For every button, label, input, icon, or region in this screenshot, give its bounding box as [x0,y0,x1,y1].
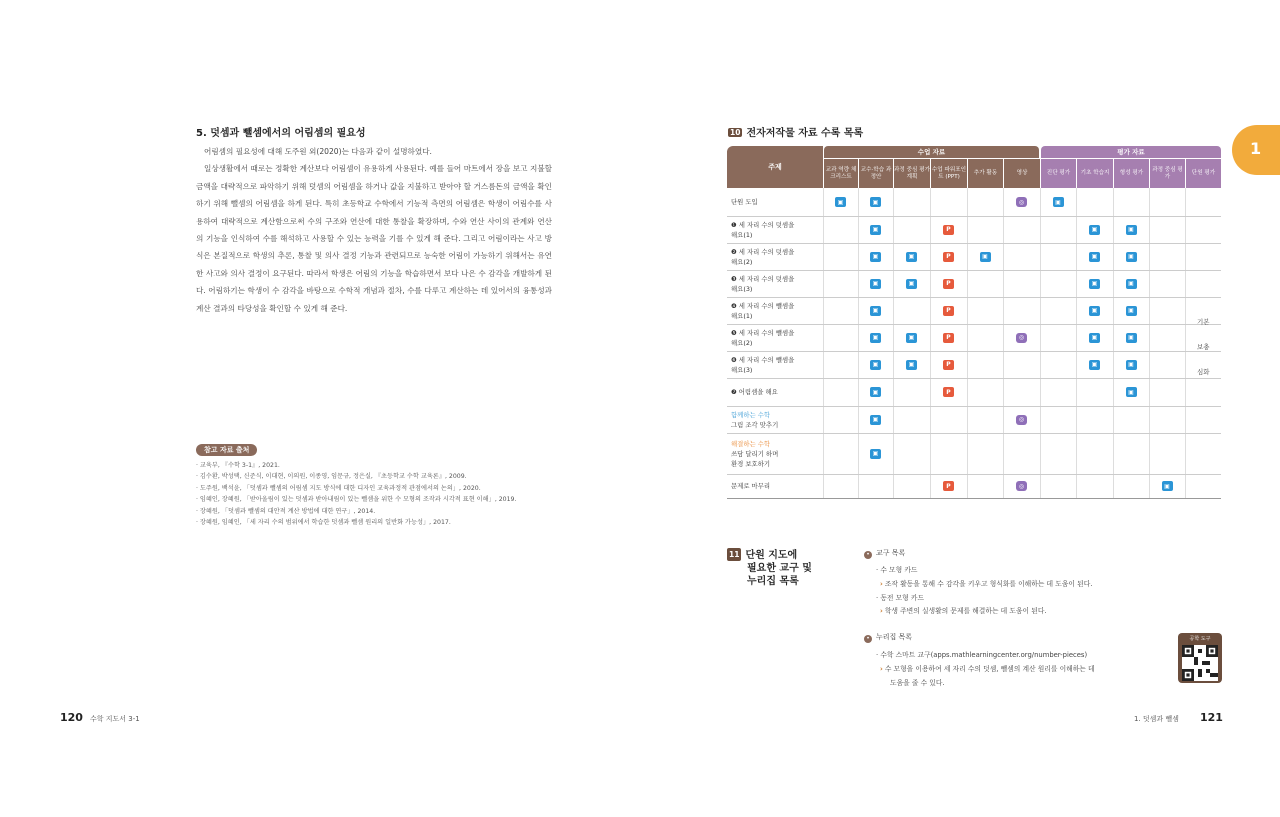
table-col-divider [1185,188,1186,498]
table-col-divider [823,188,824,498]
section11-title-line: 단원 지도에 [745,550,798,561]
table-row-label [731,243,821,270]
table-row-label-line: 해요(3) [731,365,753,374]
textbook-icon[interactable]: ▣ [1126,279,1137,289]
references-list [196,460,576,528]
table-row-label-line: ❺ 세 자리 수의 뺄셈을 [731,328,795,337]
section-number-badge: 11 [729,550,740,559]
section5-paragraph: 일상생활에서 때로는 정확한 계산보다 어림셈이 유용하게 사용된다. 예를 들어 마트에서 장을 보고 지불할 금액을 대략적으로 파악하기 위해 덧셈의 어림셈을 하거나 값을 지불하고 받아야 할 거스름돈의 금액을 확인하기 위해 뺄셈의 어림셈을 하게 된다. 특히 초등학교 수학에서 기능적 측면의 어림셈은 학생이 어림수를 사용하여 대략적으로 계산함으로써 수의 구조와 연산에 대한 통찰을 확장하며, 수와 연산 사이의 관계와 연산의 기능을 인식하여 수를 해석하고 사용할 수 있는 능력을 기를 수 있게 해 준다. 그리고 어림이라는 사고 방식은 본질적으로 학생의 추론, 통찰 및 의사 결정 기능과 관련되므로 능숙한 어림이 가능하기 위해서는 유연한 사고와 의사 결정이 요구된다. 따라서 학생은 어림의 기능을 학습하면서 보다 나은 수 감각을 개발하게 된다. 어림하기는 학생이 수 감각을 바탕으로 수학적 개념과 절차, 수를 다루고 계산하는 데 있어서의 융통성과 계산 결과의 타당성을 확인할 수 있게 해 준다. [196,164,552,313]
section5-title: 5. 덧셈과 뺄셈에서의 어림셈의 필요성 [196,128,366,139]
ppt-icon[interactable]: P [943,279,954,289]
tool-item: · 수 모형 카드 [876,566,918,574]
section5-paragraph: 어림셈의 필요성에 대해 도주원 외(2020)는 다음과 같이 설명하였다. [204,147,432,156]
table-row-label-line: 해요(1) [731,311,753,320]
table-col-divider [967,188,968,498]
bullet-icon: • [864,551,872,559]
section11-title-line: 누리집 목록 [747,576,799,587]
table-col-divider [858,188,859,498]
textbook-icon[interactable]: ▣ [1089,279,1100,289]
table-row-label-line: ❷ 세 자리 수의 덧셈을 [731,247,795,256]
textbook-icon[interactable]: ▣ [870,252,881,262]
textbook-icon[interactable]: ▣ [1126,225,1137,235]
table-col-divider [1113,188,1114,498]
textbook-icon[interactable]: ▣ [1089,306,1100,316]
table-row-label-line: 해요(1) [731,230,753,239]
table-side-label: 보충 [1197,343,1210,351]
table-row-label-line: ❻ 세 자리 수의 뺄셈을 [731,355,795,364]
reference-item: · 교육부, 『수학 3-1』, 2021. [196,462,280,469]
reference-item: · 장혜원, 「덧셈과 뺄셈의 대안적 계산 방법에 대한 연구」, 2014. [196,507,376,515]
tool-desc-text: 조작 활동을 통해 수 감각을 키우고 형식화를 이해하는 데 도움이 된다. [884,580,1093,588]
table-side-label: 심화 [1197,368,1210,376]
textbook-icon[interactable]: ▣ [1053,197,1064,207]
table-col-header: 추가 활동 [968,159,1003,188]
table-row-label [731,324,821,351]
table-header-subject: 주제 [727,146,823,188]
textbook-icon[interactable]: ▣ [906,279,917,289]
table-col-header: 교수·학습 과정안 [859,159,893,188]
ppt-icon[interactable]: P [943,306,954,316]
section11-title [727,548,812,588]
textbook-icon[interactable]: ▣ [980,252,991,262]
textbook-icon[interactable]: ▣ [1126,387,1137,397]
table-row-label [731,297,821,324]
table-group-class: 수업 자료 [824,146,1039,158]
web-desc-cont: 도움을 줄 수 있다. [890,679,945,687]
textbook-icon[interactable]: ▣ [1126,360,1137,370]
ppt-icon[interactable]: P [943,481,954,491]
textbook-icon[interactable]: ▣ [870,279,881,289]
qr-label: 공학 도구 [1189,636,1211,642]
table-row-label [731,378,821,406]
section11-title-line: 필요한 교구 및 [747,563,812,574]
table-row-label [731,474,821,498]
section10-title-text: 전자저작물 자료 수록 목록 [746,128,864,139]
table-row-label-line: 그림 조각 맞추기 [731,420,779,429]
table-row-label-line: ❹ 세 자리 수의 뺄셈을 [731,301,795,310]
table-row-label-line: ❸ 세 자리 수의 덧셈을 [731,274,795,283]
table-row-label [731,188,821,216]
table-row-divider [727,498,1221,499]
table-col-header: 과정 중심 평가 계획 [894,159,930,188]
table-side-label: 기본 [1197,318,1210,326]
table-row-label [731,406,821,433]
reference-item: · 임혜인, 장혜원, 「받아올림이 있는 덧셈과 받아내림이 있는 뺄셈을 위한 수 모형의 조작과 시각적 표현 이해」, 2019. [196,496,517,504]
table-row-label-line: 쓰담 달리기 하며 [731,449,779,458]
web-desc-text: 수 모형을 이용하여 세 자리 수의 덧셈, 뺄셈의 계산 원리를 이해하는 데 [884,665,1095,673]
web-header-text: 누리집 목록 [876,633,913,641]
ppt-icon[interactable]: P [943,387,954,397]
table-col-divider [1149,188,1150,498]
textbook-icon[interactable]: ▣ [870,333,881,343]
tool-desc [880,578,1092,588]
arrow-icon: › [880,607,883,615]
table-col-divider [1003,188,1004,498]
section-number-badge: 10 [730,128,741,137]
textbook-icon[interactable]: ▣ [870,225,881,235]
book-title-left: 수학 지도서 3-1 [90,715,140,723]
table-col-header: 진단 평가 [1041,159,1076,188]
page-number-left: 120 [60,711,83,724]
textbook-icon[interactable]: ▣ [870,197,881,207]
textbook-icon[interactable]: ▣ [870,360,881,370]
chapter-title-right: 1. 덧셈과 뺄셈 [1134,715,1179,723]
table-row-label [731,270,821,297]
textbook-icon[interactable]: ▣ [1089,252,1100,262]
table-col-divider [1040,188,1041,498]
arrow-icon: › [880,665,883,673]
table-col-header: 교과 역량 체크리스트 [824,159,858,188]
textbook-icon[interactable]: ▣ [1162,481,1173,491]
textbook-icon[interactable]: ▣ [870,306,881,316]
table-col-header: 단원 평가 [1186,159,1221,188]
table-col-header: 수업 파워포인트 (PPT) [931,159,967,188]
reference-item: · 장혜원, 임혜인, 「세 자리 수의 범위에서 학습한 덧셈과 뺄셈 원리의 일반화 가능성」, 2017. [196,519,451,527]
table-row-label-line: 단원 도입 [731,198,758,206]
table-group-eval: 평가 자료 [1041,146,1221,158]
ppt-icon[interactable]: P [943,333,954,343]
table-col-header: 과정 중심 평가 [1150,159,1185,188]
textbook-icon[interactable]: ▣ [1126,252,1137,262]
table-row-label-line: 문제로 마무리 [731,482,771,490]
web-item: · 수학 스마트 교구(apps.mathlearningcenter.org/number-pieces) [876,651,1088,659]
table-row-label-line: ❶ 세 자리 수의 덧셈을 [731,220,795,229]
tool-item: · 동전 모형 카드 [876,594,925,602]
video-icon[interactable]: ◎ [1016,415,1027,425]
table-col-header: 영상 [1004,159,1040,188]
table-col-divider [893,188,894,498]
table-row-label-line: ❼ 어림셈을 해요 [731,388,778,396]
textbook-icon[interactable]: ▣ [1089,225,1100,235]
arrow-icon: › [880,580,883,588]
textbook-icon[interactable]: ▣ [1089,360,1100,370]
reference-item: · 김수환, 박성택, 신준식, 이대현, 이의원, 이종영, 임문규, 정은실, 『초등학교 수학 교육론』, 2009. [196,473,467,481]
textbook-icon[interactable]: ▣ [870,387,881,397]
video-icon[interactable]: ◎ [1016,197,1027,207]
section5-body [196,143,552,317]
bullet-icon: • [864,635,872,643]
ppt-icon[interactable]: P [943,360,954,370]
textbook-icon[interactable]: ▣ [906,252,917,262]
table-row-label [731,351,821,378]
table-row-label [731,433,821,474]
table-row-label-line: 해요(3) [731,284,753,293]
textbook-icon[interactable]: ▣ [870,449,881,459]
references-badge: 참고 자료 출처 [196,444,257,456]
textbook-icon[interactable]: ▣ [835,197,846,207]
ppt-icon[interactable]: P [943,252,954,262]
table-col-divider [930,188,931,498]
table-col-header: 형성 평가 [1114,159,1149,188]
reference-item: · 도주원, 백석윤, 「덧셈과 뺄셈의 어림셈 지도 방식에 대한 디자인 교육과정적 관점에서의 논의」, 2020. [196,484,481,492]
textbook-icon[interactable]: ▣ [1126,306,1137,316]
textbook-icon[interactable]: ▣ [1089,333,1100,343]
tool-desc [880,605,1047,615]
tool-desc-text: 학생 주변의 실생활의 문제를 해결하는 데 도움이 된다. [884,607,1047,615]
table-row-label [731,216,821,243]
tools-header [864,548,905,559]
web-desc [880,663,1095,673]
resource-table [727,146,1221,502]
textbook-icon[interactable]: ▣ [870,415,881,425]
section10-title [728,124,863,139]
textbook-icon[interactable]: ▣ [906,360,917,370]
table-row-label-line: 함께하는 수학 [731,410,771,419]
qr-code-icon[interactable] [1182,645,1218,681]
table-col-divider [1076,188,1077,498]
table-row-label-line: 해요(2) [731,338,753,347]
table-row-label-line: 해결하는 수학 [731,439,771,448]
textbook-icon[interactable]: ▣ [906,333,917,343]
ppt-icon[interactable]: P [943,225,954,235]
table-col-header: 기초 학습지 [1077,159,1113,188]
web-header [864,632,912,643]
chapter-number: 1 [1250,139,1262,158]
table-row-label-line: 환경 보호하기 [731,459,771,468]
table-row-label-line: 해요(2) [731,257,753,266]
page-number-right: 121 [1200,711,1223,724]
video-icon[interactable]: ◎ [1016,333,1027,343]
textbook-icon[interactable]: ▣ [1126,333,1137,343]
video-icon[interactable]: ◎ [1016,481,1027,491]
tools-header-text: 교구 목록 [876,549,906,557]
